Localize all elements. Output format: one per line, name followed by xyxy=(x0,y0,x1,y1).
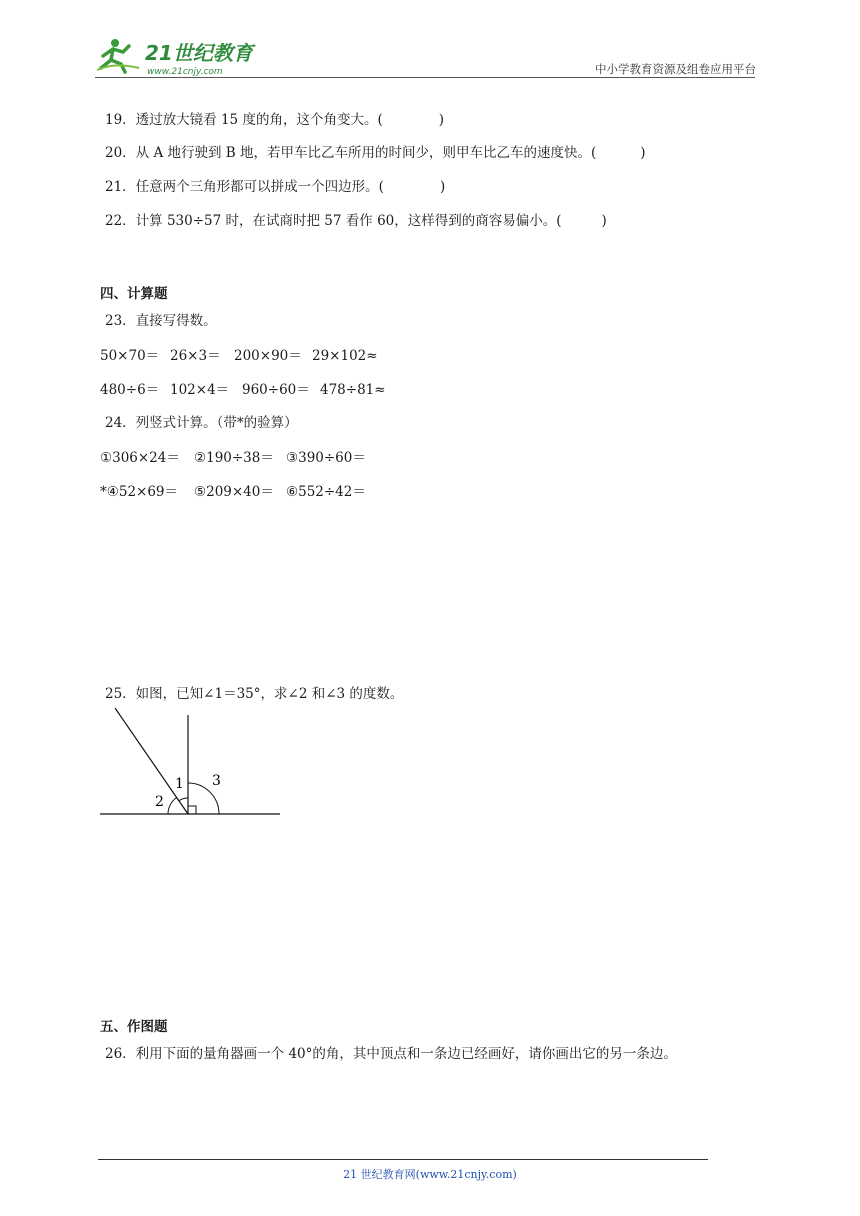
expression: 50×70＝ xyxy=(100,348,160,364)
q23-row-2 xyxy=(100,378,386,398)
question-26: 26．利用下面的量角器画一个 40°的角，其中顶点和一条边已经画好，请你画出它的另一条边。 xyxy=(105,1046,677,1062)
header-divider xyxy=(95,77,755,78)
expression: ①306×24＝ xyxy=(100,450,180,466)
question-23: 23．直接写得数。 xyxy=(105,313,217,329)
expression: 960÷60＝ xyxy=(242,382,310,398)
angle-1-label: 1 xyxy=(175,776,184,792)
footer-link[interactable]: 21 世纪教育网(www.21cnjy.com) xyxy=(343,1168,517,1181)
angle-2-arc xyxy=(168,798,177,815)
expression: ②190÷38＝ xyxy=(194,450,274,466)
angle-3-label: 3 xyxy=(212,773,221,789)
logo-url: www.21cnjy.com xyxy=(147,67,223,77)
angle-1-arc xyxy=(179,798,188,801)
expression: 29×102≈ xyxy=(312,348,378,364)
footer-divider xyxy=(98,1159,708,1160)
q23-row-1 xyxy=(100,344,378,364)
runner-icon xyxy=(97,39,139,72)
right-angle-mark xyxy=(188,806,196,814)
expression: 478÷81≈ xyxy=(320,382,386,398)
angle-2-label: 2 xyxy=(155,794,164,810)
question-22: 22．计算 530÷57 时，在试商时把 57 看作 60，这样得到的商容易偏小。( ) xyxy=(105,213,607,229)
expression: 480÷6＝ xyxy=(100,382,160,398)
site-logo xyxy=(95,34,265,78)
q24-row-1 xyxy=(100,446,366,466)
section-title-calculation: 四、计算题 xyxy=(100,286,168,302)
slant-line xyxy=(115,708,188,814)
section-title-drawing: 五、作图题 xyxy=(100,1019,168,1035)
question-24: 24．列竖式计算。（带*的验算） xyxy=(105,415,298,431)
question-25: 25．如图，已知∠1＝35°，求∠2 和∠3 的度数。 xyxy=(105,686,404,702)
expression: ③390÷60＝ xyxy=(286,450,366,466)
q24-row-2 xyxy=(100,480,366,500)
question-text: 20．从 A 地行驶到 B 地，若甲车比乙车所用的时间少，则甲车比乙车的速度快。( xyxy=(105,145,597,161)
angle-figure xyxy=(96,705,286,820)
header-tagline: 中小学教育资源及组卷应用平台 xyxy=(595,62,756,76)
expression: 102×4＝ xyxy=(170,382,230,398)
question-text: 21．任意两个三角形都可以拼成一个四边形。( xyxy=(105,179,384,195)
question-21: 21．任意两个三角形都可以拼成一个四边形。( ) xyxy=(105,179,446,195)
expression: ⑥552÷42＝ xyxy=(286,484,366,500)
expression: *④52×69＝ xyxy=(100,484,179,500)
expression: ⑤209×40＝ xyxy=(194,484,274,500)
expression: 26×3＝ xyxy=(170,348,221,364)
question-19: 19．透过放大镜看 15 度的角，这个角变大。( ) xyxy=(105,112,444,128)
logo-title: 21世纪教育 xyxy=(145,41,253,65)
question-text: 19．透过放大镜看 15 度的角，这个角变大。( xyxy=(105,112,383,128)
question-20: 20．从 A 地行驶到 B 地，若甲车比乙车所用的时间少，则甲车比乙车的速度快。( ) xyxy=(105,145,646,161)
question-text: 22．计算 530÷57 时，在试商时把 57 看作 60，这样得到的商容易偏小。( xyxy=(105,213,562,229)
expression: 200×90＝ xyxy=(234,348,302,364)
